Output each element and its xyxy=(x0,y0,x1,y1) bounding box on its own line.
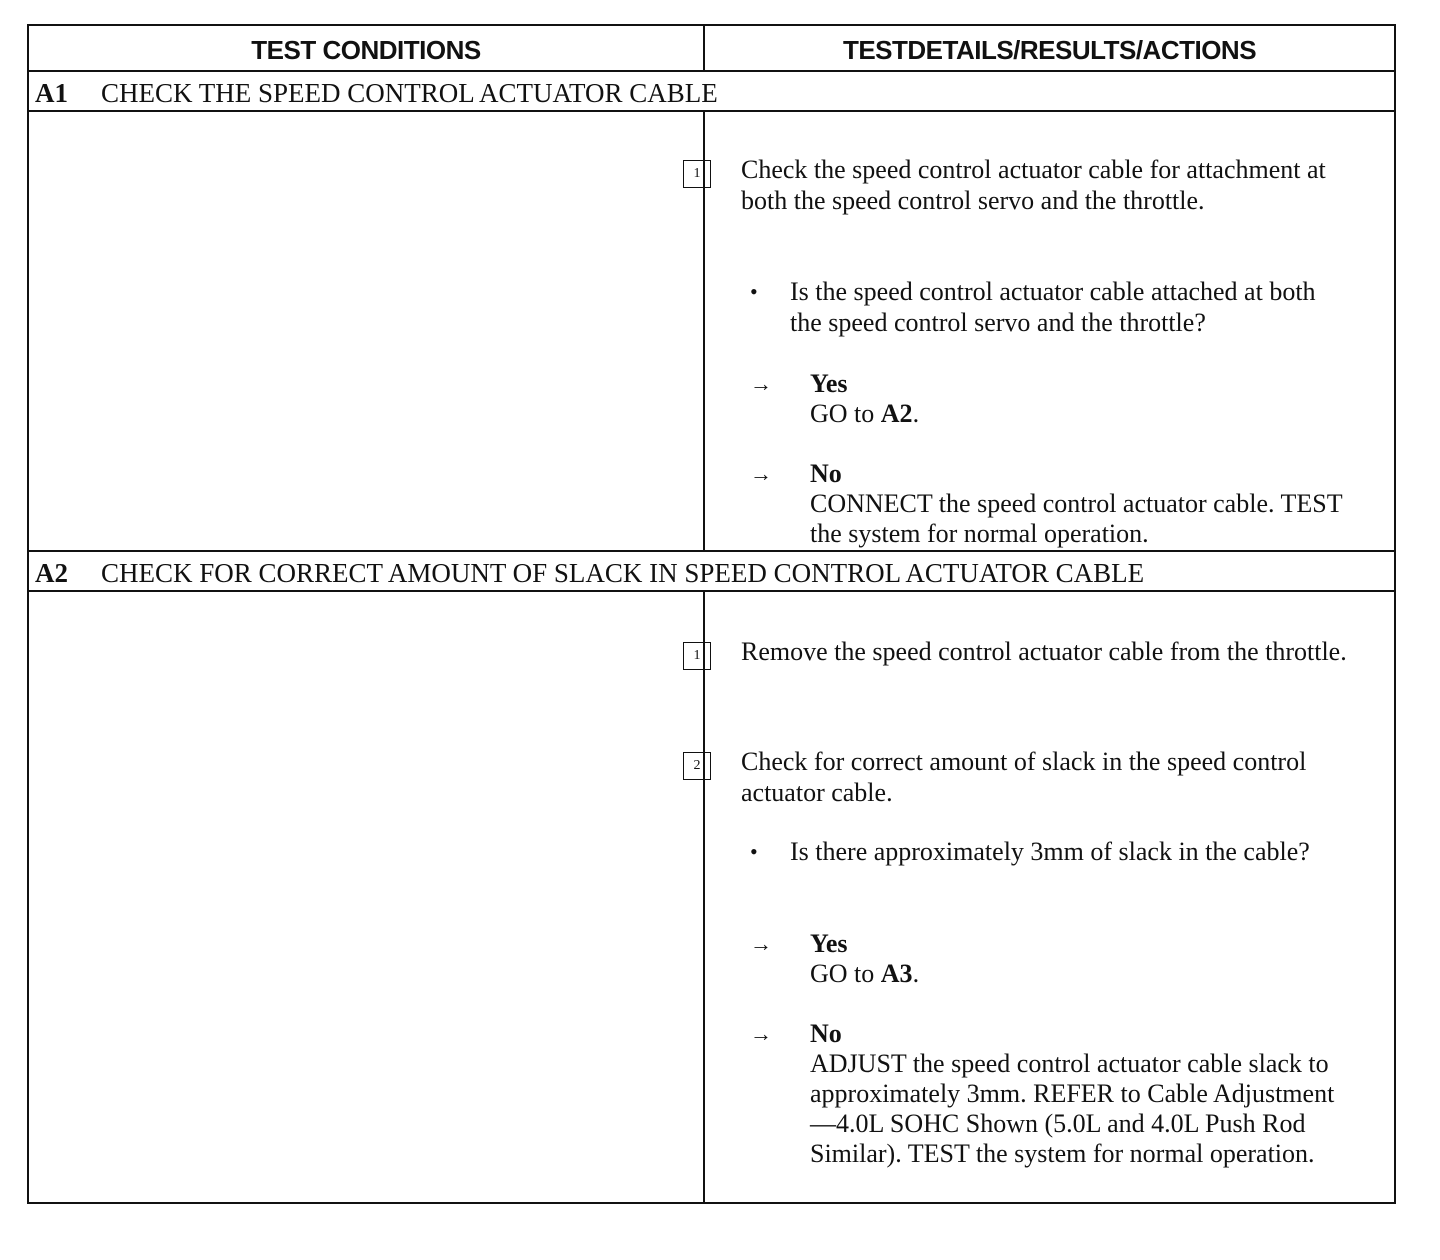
step-number-box: 2 xyxy=(683,752,711,780)
arrow-icon: → xyxy=(750,931,772,956)
header-test-conditions: TEST CONDITIONS xyxy=(29,26,705,70)
section-title-a1 xyxy=(35,76,718,110)
answer-label: No xyxy=(810,459,842,488)
divider xyxy=(29,70,1394,72)
step-text: Remove the speed control actuator cable from the throttle. xyxy=(741,637,1347,666)
bullet-icon: • xyxy=(750,279,758,304)
question-text: Is there approximately 3mm of slack in the cable? xyxy=(790,837,1310,866)
answer-action: ADJUST the speed control actuator cable slack to approximately 3mm. REFER to Cable Adjustment—4.0L SOHC Shown (5.0L and 4.0L Push Rod Similar). TEST the system for normal operation. xyxy=(810,1049,1335,1168)
answer-action: GO to A3. xyxy=(810,959,920,988)
divider xyxy=(29,110,1394,112)
section-id: A2 xyxy=(35,558,68,588)
section-title-text: CHECK THE SPEED CONTROL ACTUATOR CABLE xyxy=(101,78,718,108)
step-text: Check the speed control actuator cable for attachment at both the speed control servo and the throttle. xyxy=(741,155,1326,215)
section-title-text: CHECK FOR CORRECT AMOUNT OF SLACK IN SPEED CONTROL ACTUATOR CABLE xyxy=(101,558,1145,588)
answer-action: CONNECT the speed control actuator cable. TEST the system for normal operation. xyxy=(810,489,1343,548)
section-id: A1 xyxy=(35,78,68,108)
header-test-details: TESTDETAILS/RESULTS/ACTIONS xyxy=(842,35,1257,65)
section-title-a2 xyxy=(35,556,1144,590)
divider xyxy=(29,590,1394,592)
goto-ref[interactable]: A3 xyxy=(880,959,913,988)
answer-label: Yes xyxy=(810,369,848,398)
bullet-icon: • xyxy=(750,839,758,864)
step-text: Check for correct amount of slack in the speed control actuator cable. xyxy=(741,747,1307,807)
answer-label: No xyxy=(810,1019,842,1048)
step-number-box: 1 xyxy=(683,642,711,670)
goto-ref[interactable]: A2 xyxy=(880,399,913,428)
arrow-icon: → xyxy=(750,461,772,486)
arrow-icon: → xyxy=(750,371,772,396)
divider xyxy=(29,550,1394,552)
step-number-box: 1 xyxy=(683,160,711,188)
answer-label: Yes xyxy=(810,929,848,958)
question-text: Is the speed control actuator cable attached at both the speed control servo and the throttle? xyxy=(790,277,1316,337)
column-divider xyxy=(703,590,705,1204)
answer-action: GO to A2. xyxy=(810,399,920,428)
arrow-icon: → xyxy=(750,1021,772,1046)
